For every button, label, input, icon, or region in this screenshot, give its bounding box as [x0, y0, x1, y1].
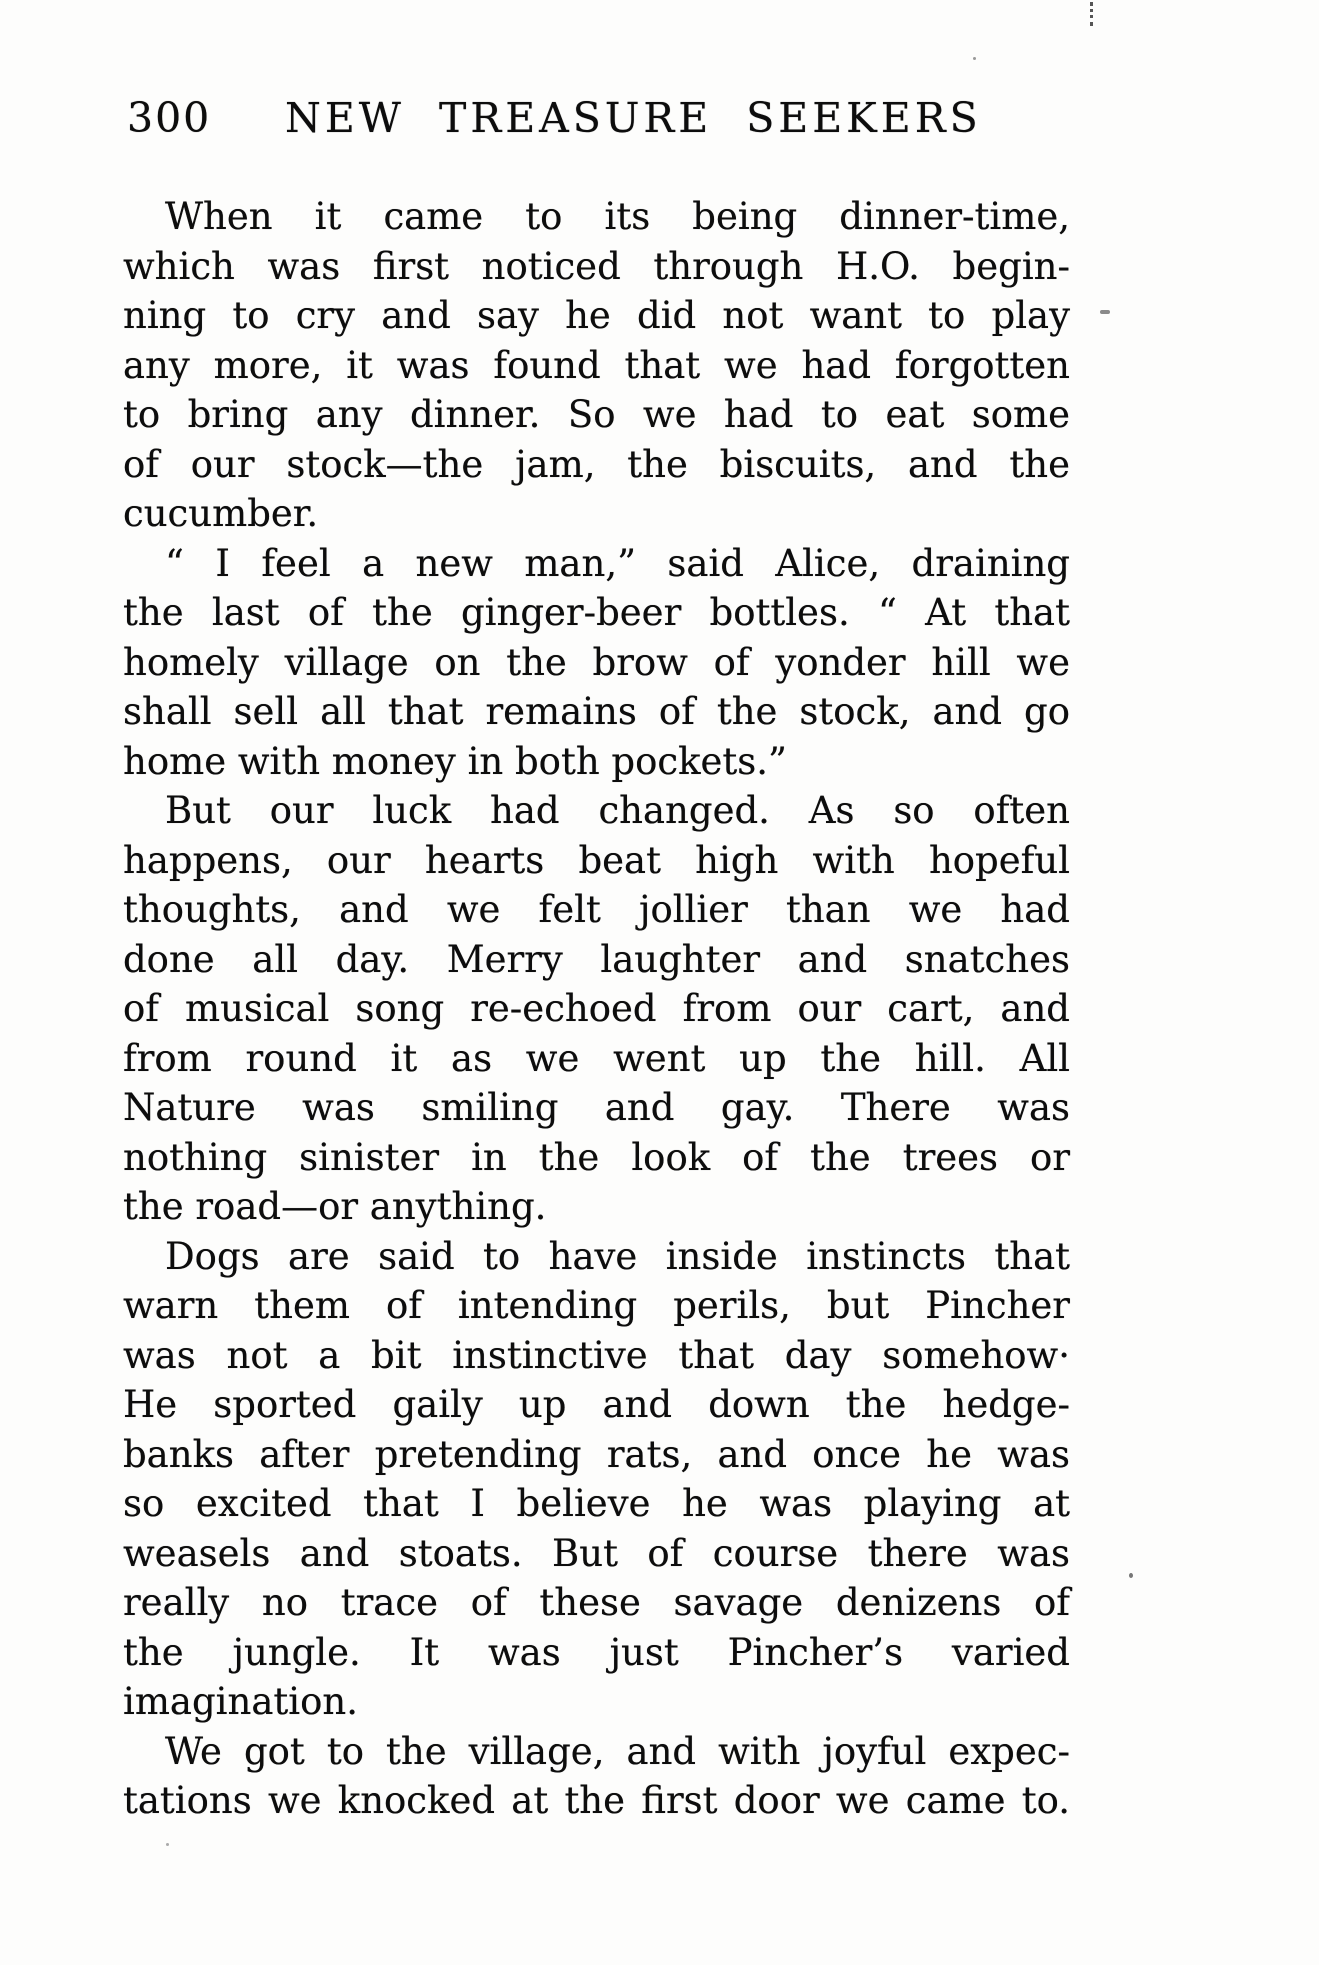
- text-line: the road—or anything.: [123, 1185, 547, 1228]
- text-line: banks after pretending rats, and once he was: [123, 1432, 1070, 1476]
- paragraph-3: [123, 786, 1070, 1232]
- text-line: warn them of intending perils, but Pincher: [123, 1284, 1070, 1327]
- text-line: really no trace of these savage denizens of: [123, 1581, 1070, 1624]
- text-line: cucumber.: [123, 492, 319, 535]
- paragraph-4: [123, 1232, 1070, 1727]
- text-line: When it came to its being dinner-time,: [165, 195, 1070, 238]
- text-line: any more, it was found that we had forgotten: [123, 343, 1070, 387]
- page-number: 300: [127, 94, 212, 142]
- text-line: Dogs are said to have inside instincts that: [165, 1234, 1070, 1278]
- text-line: He sported gaily up and down the hedge-: [123, 1383, 1070, 1426]
- text-line: of our stock—the jam, the biscuits, and the: [123, 442, 1070, 486]
- text-line: the last of the ginger-beer bottles. “ At that: [123, 591, 1070, 634]
- paragraph-1: [123, 192, 1070, 539]
- text-line: nothing sinister in the look of the trees or: [123, 1135, 1070, 1179]
- running-title: NEW TREASURE SEEKERS: [285, 94, 982, 142]
- text-line: to bring any dinner. So we had to eat some: [123, 393, 1070, 436]
- text-line: thoughts, and we felt jollier than we had: [123, 888, 1070, 931]
- ink-speck: [973, 57, 976, 60]
- page-header: [0, 94, 1319, 143]
- text-line: which was first noticed through H.O. begin-: [123, 244, 1070, 288]
- text-line: from round it as we went up the hill. All: [123, 1036, 1070, 1080]
- scan-artifact-dotted-line: [1090, 2, 1093, 26]
- text-line: so excited that I believe he was playing at: [123, 1482, 1070, 1525]
- text-line: We got to the village, and with joyful expec-: [165, 1729, 1070, 1773]
- text-line: ning to cry and say he did not want to play: [123, 294, 1070, 337]
- ink-speck: [166, 1843, 169, 1846]
- text-line: of musical song re-echoed from our cart, and: [123, 987, 1070, 1030]
- text-line: was not a bit instinctive that day somehow·: [123, 1333, 1070, 1377]
- text-line: done all day. Merry laughter and snatches: [123, 937, 1070, 981]
- text-line: “ I feel a new man,” said Alice, draining: [165, 541, 1070, 585]
- text-line: happens, our hearts beat high with hopeful: [123, 838, 1070, 882]
- ink-speck: [1129, 1573, 1133, 1578]
- text-line: home with money in both pockets.”: [123, 739, 787, 783]
- page-body: [123, 192, 1070, 1826]
- scan-artifact-dash: [1100, 310, 1110, 314]
- text-line: Nature was smiling and gay. There was: [123, 1086, 1070, 1129]
- text-line: tations we knocked at the first door we came to.: [123, 1779, 1070, 1822]
- text-line: shall sell all that remains of the stock, and go: [123, 690, 1070, 733]
- paragraph-2: [123, 539, 1070, 787]
- paragraph-5: [123, 1727, 1070, 1826]
- text-line: the jungle. It was just Pincher’s varied: [123, 1630, 1070, 1674]
- text-line: homely village on the brow of yonder hill we: [123, 640, 1070, 684]
- text-line: weasels and stoats. But of course there was: [123, 1531, 1070, 1575]
- text-line: imagination.: [123, 1680, 358, 1723]
- text-line: But our luck had changed. As so often: [165, 789, 1070, 832]
